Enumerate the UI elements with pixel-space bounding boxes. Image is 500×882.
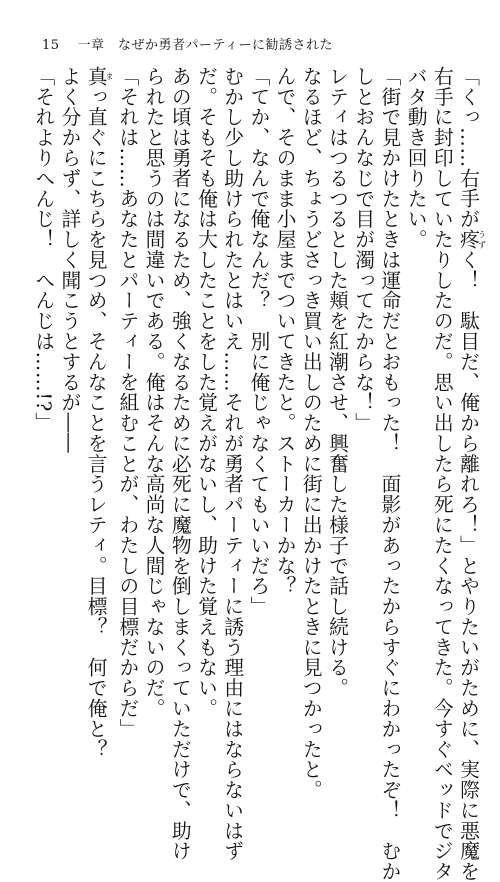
text-line: んで、そのまま小屋までついてきたと。ストーカーかな？ xyxy=(273,66,297,597)
text-line: 「くっ……右手が疼うずく！ 駄目だ、俺から離れろ！」とやりたいがために、実際に悪魔を xyxy=(456,66,487,882)
text-line: しとおんなじで目が濁ってたからな！」 xyxy=(351,66,375,434)
text-line: 右手に封印していたりしたのだ。思い出したら死にたくなってきた。今すぐベッドでジタ xyxy=(430,66,454,882)
ruby-annotation: 真ま xyxy=(84,66,115,87)
text-line: よく分からず、詳しく聞こうとするが―― xyxy=(57,66,81,454)
text-line: 「街で見かけたときは運命だとおもった！ 面影があったからすぐにわかったぞ！ むか xyxy=(377,66,401,882)
chapter-title: 一章 なぜか勇者パーティーに勧誘された xyxy=(77,38,334,53)
text-line: 「それよりへんじ！ へんじは……!?」 xyxy=(31,66,55,433)
body-text xyxy=(30,66,487,882)
text-line: バタ動き回りたい。 xyxy=(404,66,428,250)
text-line: 「それは……あなたとパーティーを組むことが、わたしの目標だからだ」 xyxy=(115,66,139,739)
text-line: むかし少し助けられたとはいえ……それが勇者パーティーに誘う理由にはならないはず xyxy=(220,66,244,862)
ruby-annotation: 疼うず xyxy=(456,229,487,250)
text-line: られたと思うのは間違いである。俺はそんな高尚な人間じゃないのだ。 xyxy=(142,66,166,719)
page-number: 15 xyxy=(42,38,60,53)
text-line: なるほど、ちょうどさっき買い出しのために街に出かけたときに見つかったと。 xyxy=(299,66,323,801)
text-line: あの頃は勇者になるため、強くなるために必死に魔物を倒しまくっていただけで、助け xyxy=(168,66,192,862)
running-header xyxy=(42,38,333,54)
text-line: だ。そもそも俺は大したことをした覚えがないし、助けた覚えもない。 xyxy=(194,66,218,719)
text-line: 真まっ直ぐにこちらを見つめ、そんなことを言うレティ。目標？ 何で俺と？ xyxy=(84,66,115,760)
text-line: 「てか、なんで俺なんだ？ 別に俺じゃなくてもいいだろ」 xyxy=(246,66,270,617)
text-line: レティはつるつるとした頬を紅潮させ、興奮した様子で話し続ける。 xyxy=(325,66,349,699)
